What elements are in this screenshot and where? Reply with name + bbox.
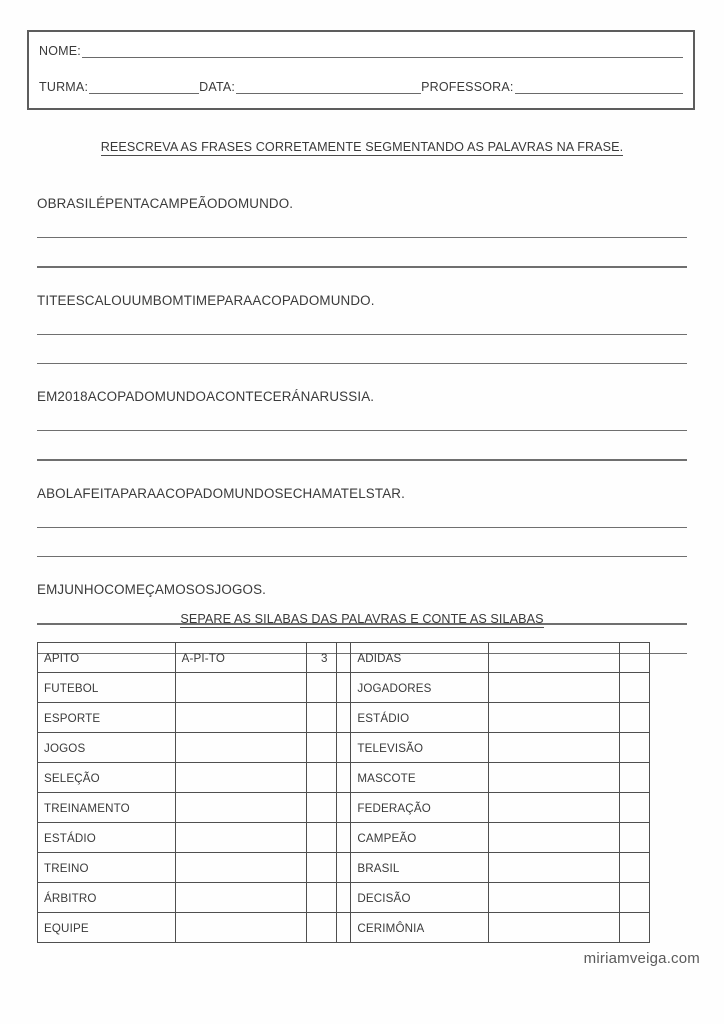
column-gap-spacer — [336, 643, 351, 673]
name-label: NOME: — [39, 44, 81, 58]
count-cell-left[interactable] — [306, 793, 336, 823]
word-cell-left: APITO — [38, 643, 176, 673]
syllables-cell-left[interactable] — [175, 853, 306, 883]
word-cell-left: FUTEBOL — [38, 673, 176, 703]
sentence-exercise-list — [37, 192, 687, 675]
answer-write-line[interactable] — [37, 237, 687, 238]
word-cell-right: ADIDAS — [351, 643, 489, 673]
table-row — [38, 673, 650, 703]
word-cell-right: BRASIL — [351, 853, 489, 883]
syllables-cell-left[interactable] — [175, 823, 306, 853]
count-cell-left[interactable] — [306, 853, 336, 883]
sentence-text: ABOLAFEITAPARAACOPADOMUNDOSECHAMATELSTAR. — [37, 485, 406, 501]
syllables-cell-left[interactable] — [175, 883, 306, 913]
count-cell-right[interactable] — [620, 733, 650, 763]
table-row — [38, 643, 650, 673]
date-write-line[interactable] — [236, 81, 421, 94]
count-cell-left[interactable] — [306, 733, 336, 763]
sentence-item — [37, 192, 687, 288]
syllables-cell-right[interactable] — [489, 823, 620, 853]
count-cell-right[interactable] — [620, 793, 650, 823]
column-gap-spacer — [336, 853, 351, 883]
student-identification-box — [27, 30, 695, 110]
sentence-item — [37, 289, 687, 385]
syllables-cell-right[interactable] — [489, 913, 620, 943]
sentence-item — [37, 482, 687, 578]
section-two-heading: SEPARE AS SILABAS DAS PALAVRAS E CONTE AS SILABAS — [180, 612, 544, 626]
syllables-cell-right[interactable] — [489, 793, 620, 823]
count-cell-right[interactable] — [620, 913, 650, 943]
answer-write-line[interactable] — [37, 430, 687, 431]
column-gap-spacer — [336, 703, 351, 733]
word-cell-right: MASCOTE — [351, 763, 489, 793]
word-cell-left: JOGOS — [38, 733, 176, 763]
count-cell-left[interactable] — [306, 703, 336, 733]
word-cell-right: JOGADORES — [351, 673, 489, 703]
word-cell-right: ESTÁDIO — [351, 703, 489, 733]
word-cell-right: DECISÃO — [351, 883, 489, 913]
syllables-cell-right[interactable] — [489, 643, 620, 673]
syllables-cell-right[interactable] — [489, 763, 620, 793]
word-cell-left: TREINAMENTO — [38, 793, 176, 823]
syllables-cell-left[interactable] — [175, 673, 306, 703]
sentence-text: OBRASILÉPENTACAMPEÃODOMUNDO. — [37, 196, 294, 211]
column-gap-spacer — [336, 793, 351, 823]
name-row — [39, 44, 683, 58]
syllables-cell-left[interactable] — [175, 793, 306, 823]
answer-write-line[interactable] — [37, 334, 687, 335]
table-row — [38, 733, 650, 763]
word-cell-left: SELEÇÃO — [38, 763, 176, 793]
count-cell-left[interactable] — [306, 913, 336, 943]
word-cell-right: CERIMÔNIA — [351, 913, 489, 943]
syllables-cell-left[interactable] — [175, 913, 306, 943]
count-cell-left[interactable]: 3 — [306, 643, 336, 673]
answer-write-line[interactable] — [37, 363, 687, 364]
answer-write-line[interactable] — [37, 266, 687, 267]
site-watermark: miriamveiga.com — [583, 950, 700, 967]
word-cell-left: TREINO — [38, 853, 176, 883]
class-label: TURMA: — [39, 80, 89, 94]
table-row — [38, 913, 650, 943]
syllables-cell-right[interactable] — [489, 673, 620, 703]
word-cell-right: FEDERAÇÃO — [351, 793, 489, 823]
column-gap-spacer — [336, 823, 351, 853]
count-cell-left[interactable] — [306, 883, 336, 913]
count-cell-right[interactable] — [620, 823, 650, 853]
word-cell-right: CAMPEÃO — [351, 823, 489, 853]
count-cell-right[interactable] — [620, 703, 650, 733]
count-cell-right[interactable] — [620, 673, 650, 703]
sentence-item — [37, 385, 687, 481]
column-gap-spacer — [336, 733, 351, 763]
word-cell-left: EQUIPE — [38, 913, 176, 943]
count-cell-right[interactable] — [620, 643, 650, 673]
answer-write-line[interactable] — [37, 527, 687, 528]
teacher-write-line[interactable] — [515, 81, 683, 94]
sentence-text: TITEESCALOUUMBOMTIMEPARAACOPADOMUNDO. — [37, 292, 375, 308]
word-cell-left: ÁRBITRO — [38, 883, 176, 913]
class-write-line[interactable] — [89, 81, 199, 94]
class-date-teacher-row — [39, 80, 683, 94]
syllables-cell-left[interactable] — [175, 733, 306, 763]
syllables-cell-left[interactable] — [175, 703, 306, 733]
count-cell-right[interactable] — [620, 763, 650, 793]
table-row — [38, 883, 650, 913]
syllables-cell-right[interactable] — [489, 883, 620, 913]
count-cell-left[interactable] — [306, 673, 336, 703]
syllables-cell-right[interactable] — [489, 733, 620, 763]
count-cell-right[interactable] — [620, 853, 650, 883]
column-gap-spacer — [336, 763, 351, 793]
table-row — [38, 793, 650, 823]
column-gap-spacer — [336, 883, 351, 913]
count-cell-left[interactable] — [306, 823, 336, 853]
table-row — [38, 853, 650, 883]
column-gap-spacer — [336, 913, 351, 943]
table-row — [38, 823, 650, 853]
answer-write-line[interactable] — [37, 556, 687, 557]
word-cell-left: ESPORTE — [38, 703, 176, 733]
syllable-table-body — [38, 643, 650, 943]
count-cell-left[interactable] — [306, 763, 336, 793]
syllables-cell-left[interactable] — [175, 763, 306, 793]
word-cell-left: ESTÁDIO — [38, 823, 176, 853]
syllables-cell-right[interactable] — [489, 703, 620, 733]
syllables-cell-left[interactable]: A-PI-TO — [175, 643, 306, 673]
table-row — [38, 763, 650, 793]
sentence-text: EMJUNHOCOMEÇAMOSOSJOGOS. — [37, 582, 267, 598]
name-write-line[interactable] — [82, 45, 683, 58]
section-one-heading: REESCREVA AS FRASES CORRETAMENTE SEGMENTANDO AS PALAVRAS NA FRASE. — [100, 140, 624, 154]
syllables-cell-right[interactable] — [489, 853, 620, 883]
word-cell-right: TELEVISÃO — [351, 733, 489, 763]
column-gap-spacer — [336, 673, 351, 703]
syllable-table — [37, 642, 650, 943]
sentence-text: EM2018ACOPADOMUNDOACONTECERÁNARUSSIA. — [37, 389, 375, 405]
count-cell-right[interactable] — [620, 883, 650, 913]
table-row — [38, 703, 650, 733]
answer-write-line[interactable] — [37, 459, 687, 460]
teacher-label: PROFESSORA: — [421, 80, 514, 94]
date-label: DATA: — [199, 80, 236, 94]
